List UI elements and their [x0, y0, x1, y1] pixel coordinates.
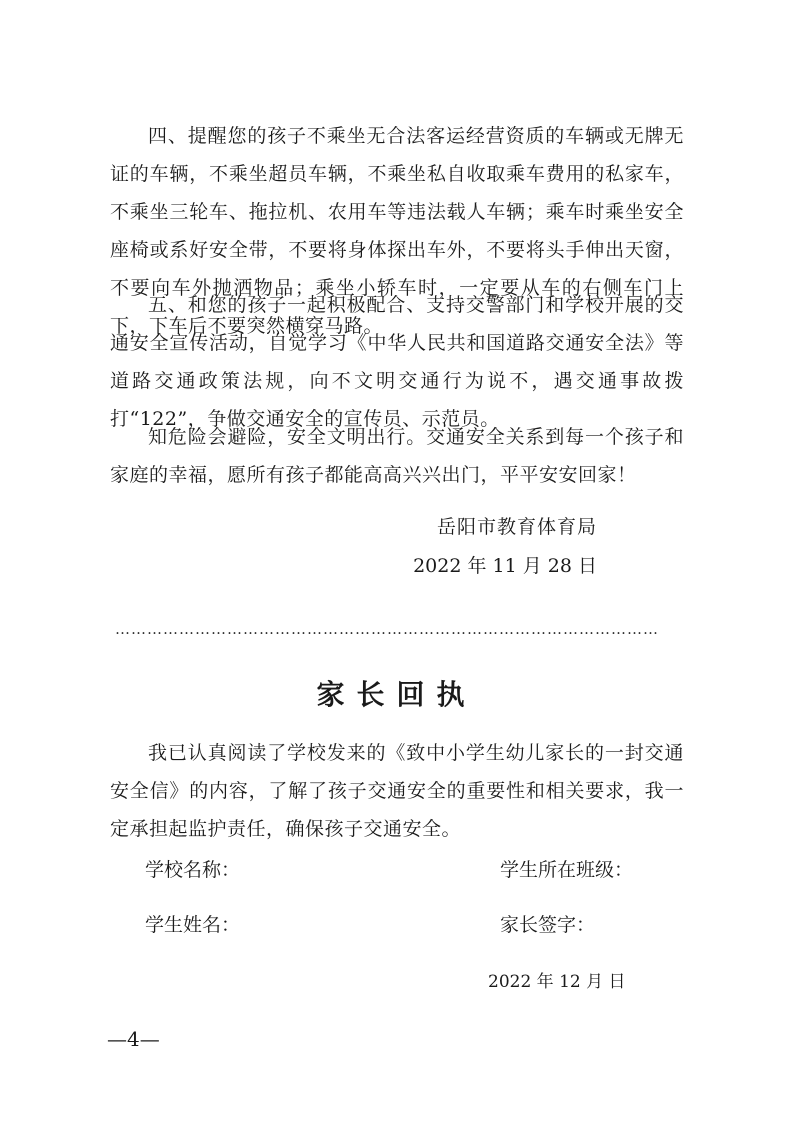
paragraph-closing: 知危险会避险，安全文明出行。交通安全关系到每一个孩子和家庭的幸福，愿所有孩子都能高高兴兴出门，平平安安回家！	[110, 426, 684, 486]
student-class-field-label: 学生所在班级：	[500, 859, 634, 881]
signature-date: 2022 年 11 月 28 日	[413, 555, 597, 577]
parent-signature-field-label: 家长签字：	[500, 914, 596, 936]
receipt-body: 我已认真阅读了学校发来的《致中小学生幼儿家长的一封交通安全信》的内容，了解了孩子交通安全的重要性和相关要求，我一定承担起监护责任，确保孩子交通安全。	[110, 742, 684, 840]
school-name-field-label: 学校名称：	[145, 859, 241, 881]
page-number: —4—	[107, 1027, 160, 1051]
student-name-field-label: 学生姓名：	[145, 914, 241, 936]
cut-line-divider: …………………………………………………………………………………………	[115, 620, 659, 638]
receipt-title: 家长回执	[316, 678, 477, 711]
paragraph-item-5: 五、和您的孩子一起积极配合、支持交警部门和学校开展的交通安全宣传活动，自觉学习《中华人民共和国道路交通安全法》等道路交通政策法规，向不文明交通行为说不，遇交通事故拨打“122”，争做交通安全的宣传员、示范员。	[110, 294, 684, 430]
signature-organization: 岳阳市教育体育局	[436, 516, 597, 538]
paragraph-item-4: 四、提醒您的孩子不乘坐无合法客运经营资质的车辆或无牌无证的车辆，不乘坐超员车辆，不乘坐私自收取乘车费用的私家车，不乘坐三轮车、拖拉机、农用车等违法载人车辆；乘车时乘坐安全座椅或系好安全带，不要将身体探出车外，不要将头手伸出天窗，不要向车外抛洒物品；乘坐小轿车时，一定要从车的右侧车门上下，下车后不要突然横穿马路。	[110, 125, 684, 337]
receipt-date: 2022 年 12 月 日	[488, 972, 626, 992]
